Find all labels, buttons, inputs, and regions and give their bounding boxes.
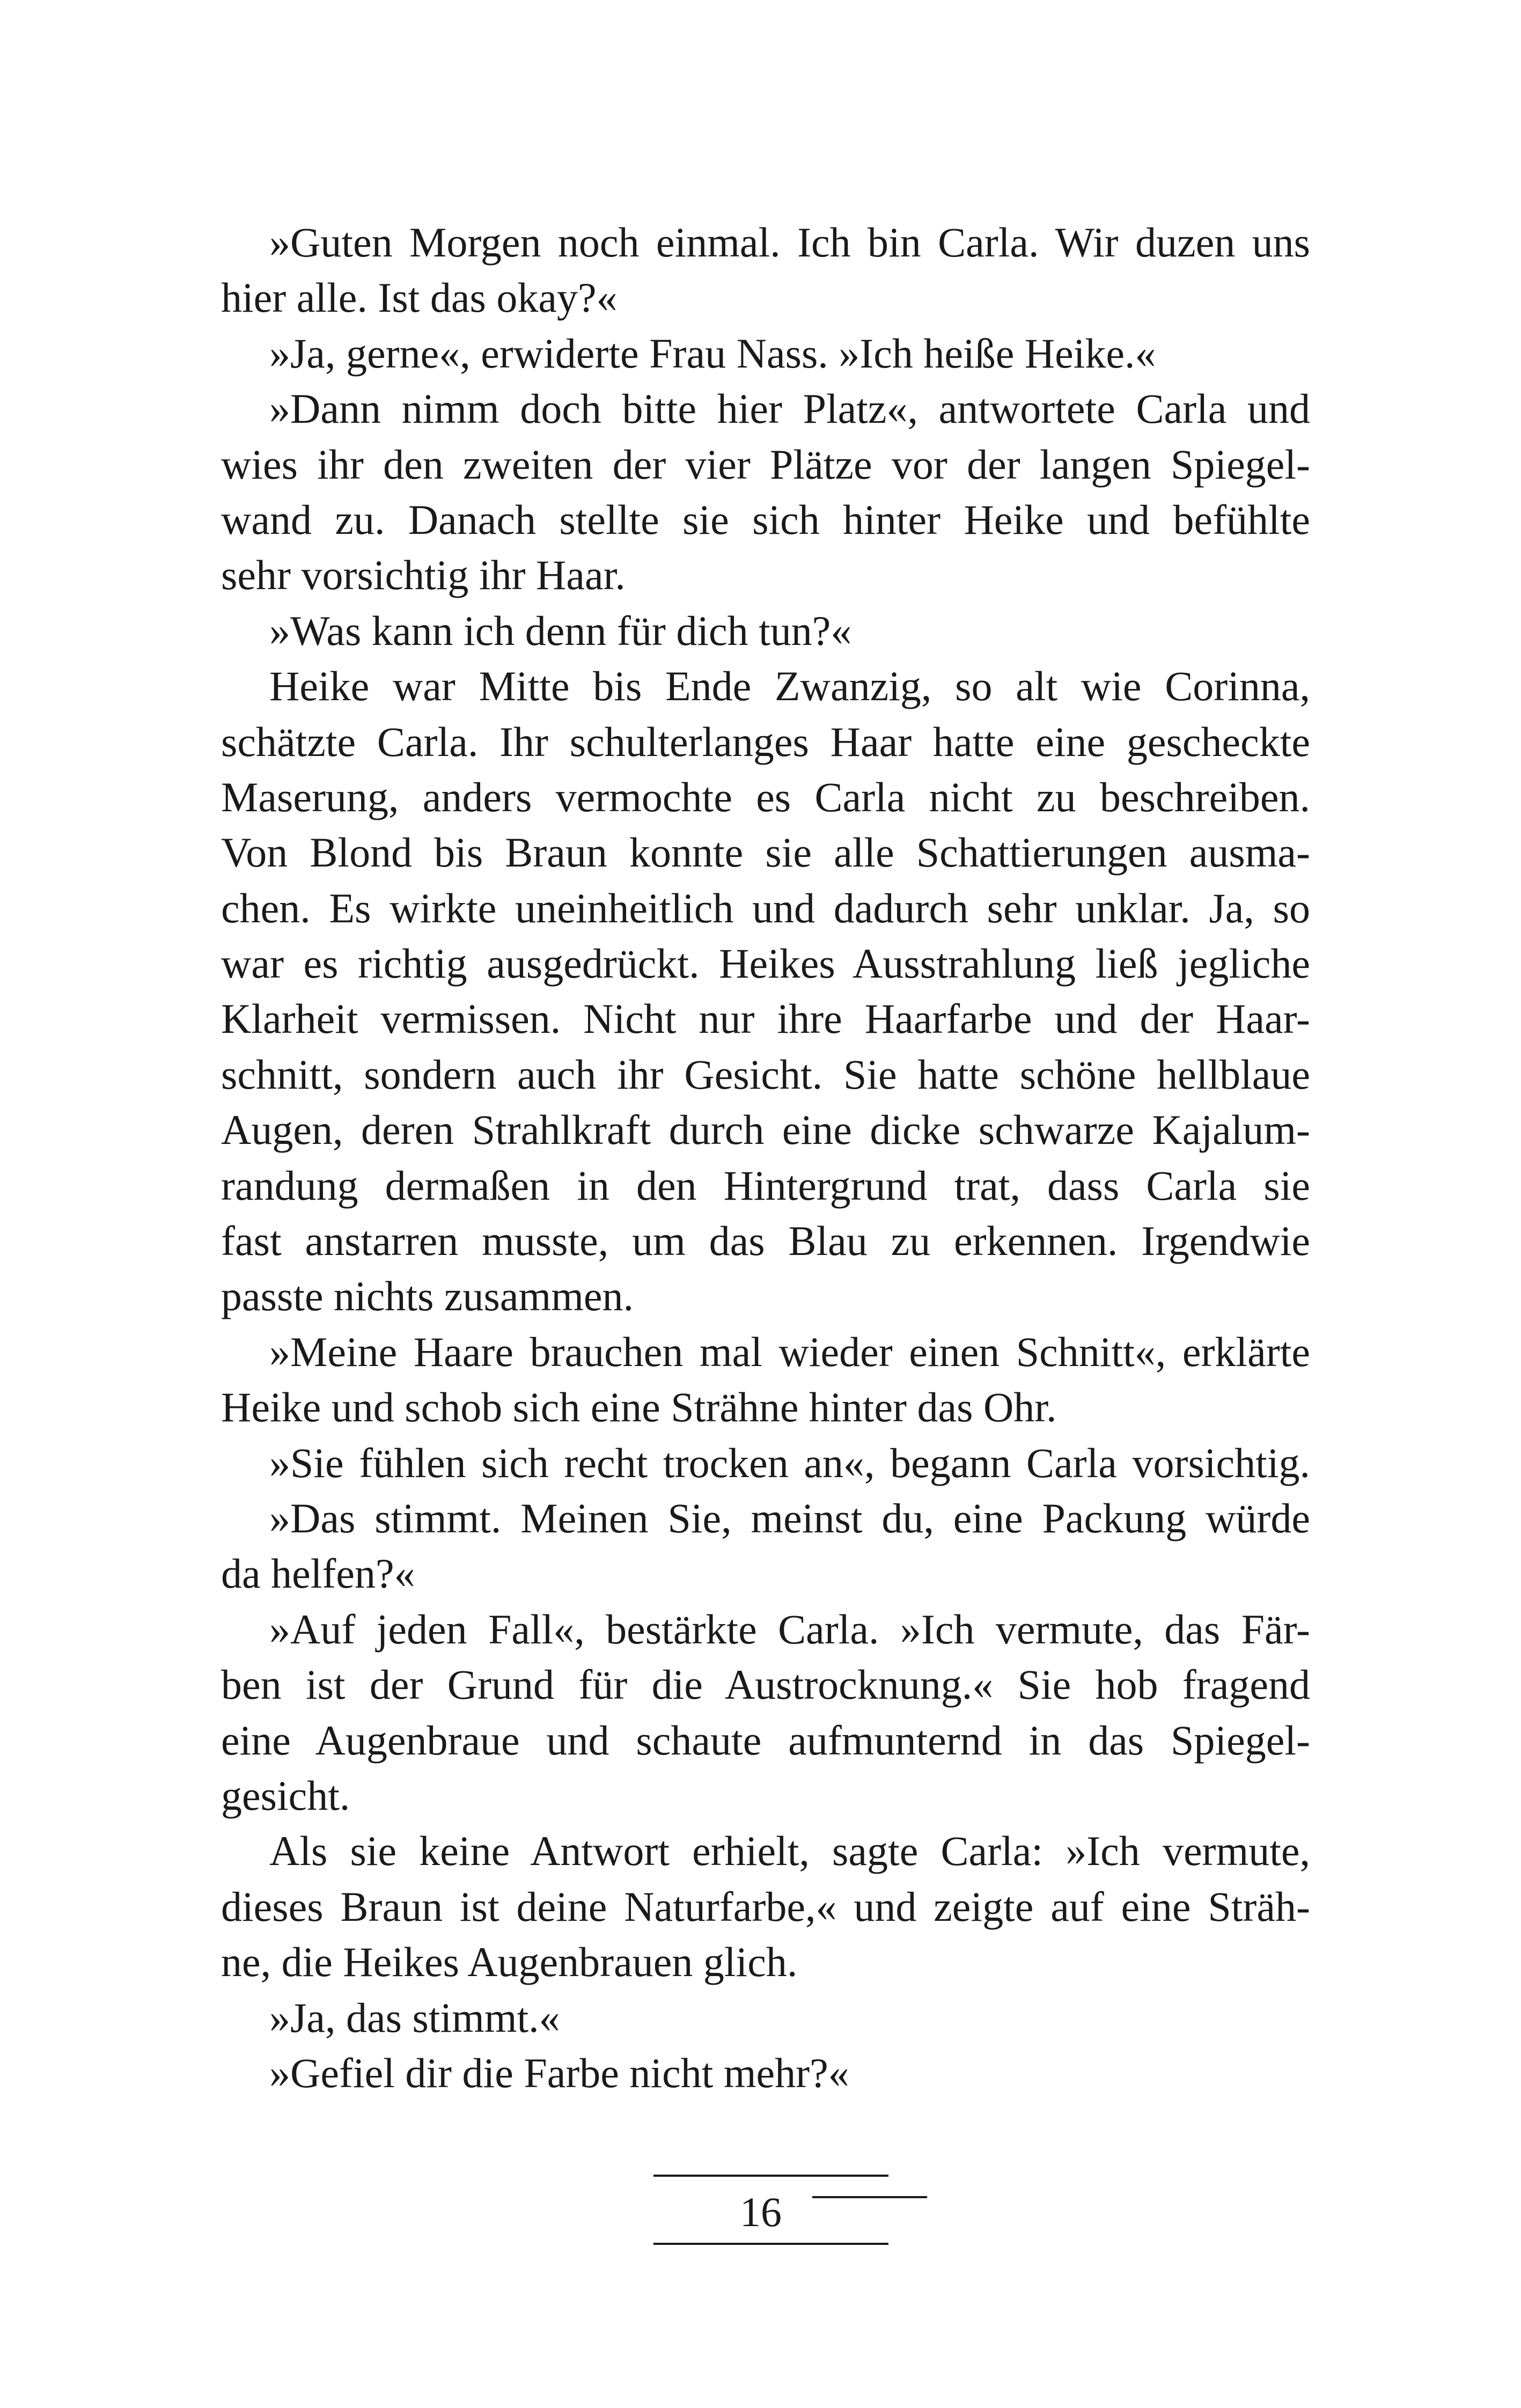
page-number: 16: [740, 2189, 782, 2235]
footer-rule-middle: [812, 2196, 927, 2198]
text-line: fast anstarren musste, um das Blau zu erkennen. Irgendwie: [221, 1217, 1310, 1265]
text-line: »Dann nimm doch bitte hier Platz«, antwortete Carla und: [269, 385, 1310, 432]
text-line: »Gefiel dir die Farbe nicht mehr?«: [269, 2049, 849, 2096]
text-line: Augen, deren Strahlkraft durch eine dicke schwarze Kajalum-: [221, 1106, 1310, 1154]
text-line: war es richtig ausgedrückt. Heikes Ausstrahlung ließ jegliche: [221, 940, 1310, 987]
text-line: Klarheit vermissen. Nicht nur ihre Haarfarbe und der Haar-: [221, 995, 1310, 1043]
text-line: ben ist der Grund für die Austrocknung.« Sie hob fragend: [221, 1661, 1310, 1708]
text-line: »Das stimmt. Meinen Sie, meinst du, eine Packung würde: [269, 1494, 1310, 1541]
text-line: »Ja, das stimmt.«: [269, 1994, 560, 2041]
text-line: »Guten Morgen noch einmal. Ich bin Carla. Wir duzen uns: [269, 219, 1310, 266]
text-line: da helfen?«: [221, 1550, 415, 1597]
text-line: chen. Es wirkte uneinheitlich und dadurch sehr unklar. Ja, so: [221, 884, 1310, 931]
text-line: Maserung, anders vermochte es Carla nicht zu beschreiben.: [221, 773, 1310, 820]
text-line: Heike und schob sich eine Strähne hinter das Ohr.: [221, 1384, 1057, 1431]
text-line: gesicht.: [221, 1772, 350, 1819]
text-line: »Meine Haare brauchen mal wieder einen Schnitt«, erklärte: [269, 1328, 1310, 1375]
footer-rule-bottom: [653, 2243, 888, 2245]
body-text: [221, 215, 1310, 2101]
text-line: »Ja, gerne«, erwiderte Frau Nass. »Ich heiße Heike.«: [269, 329, 1156, 377]
text-line: passte nichts zusammen.: [221, 1273, 634, 1320]
text-line: wies ihr den zweiten der vier Plätze vor der langen Spiegel-: [221, 441, 1310, 488]
text-line: ne, die Heikes Augenbrauen glich.: [221, 1939, 798, 1986]
text-line: Als sie keine Antwort erhielt, sagte Carla: »Ich vermute,: [269, 1827, 1310, 1875]
text-line: schnitt, sondern auch ihr Gesicht. Sie hatte schöne hellblaue: [221, 1051, 1310, 1098]
text-line: »Was kann ich denn für dich tun?«: [269, 607, 852, 654]
text-line: wand zu. Danach stellte sie sich hinter Heike und befühlte: [221, 496, 1310, 543]
text-line: »Auf jeden Fall«, bestärkte Carla. »Ich vermute, das Fär-: [269, 1605, 1310, 1653]
text-line: sehr vorsichtig ihr Haar.: [221, 552, 626, 599]
text-line: randung dermaßen in den Hintergrund trat, dass Carla sie: [221, 1162, 1310, 1209]
text-line: eine Augenbraue und schaute aufmunternd in das Spiegel-: [221, 1716, 1310, 1764]
text-line: Heike war Mitte bis Ende Zwanzig, so alt wie Corinna,: [269, 663, 1310, 710]
text-line: dieses Braun ist deine Naturfarbe,« und zeigte auf eine Sträh-: [221, 1883, 1310, 1930]
text-line: Von Blond bis Braun konnte sie alle Schattierungen ausma-: [221, 829, 1310, 876]
footer-rule-top: [653, 2175, 888, 2177]
text-line: hier alle. Ist das okay?«: [221, 274, 618, 321]
text-line: schätzte Carla. Ihr schulterlanges Haar hatte eine gescheckte: [221, 718, 1310, 765]
text-line: »Sie fühlen sich recht trocken an«, begann Carla vorsichtig.: [269, 1439, 1310, 1486]
